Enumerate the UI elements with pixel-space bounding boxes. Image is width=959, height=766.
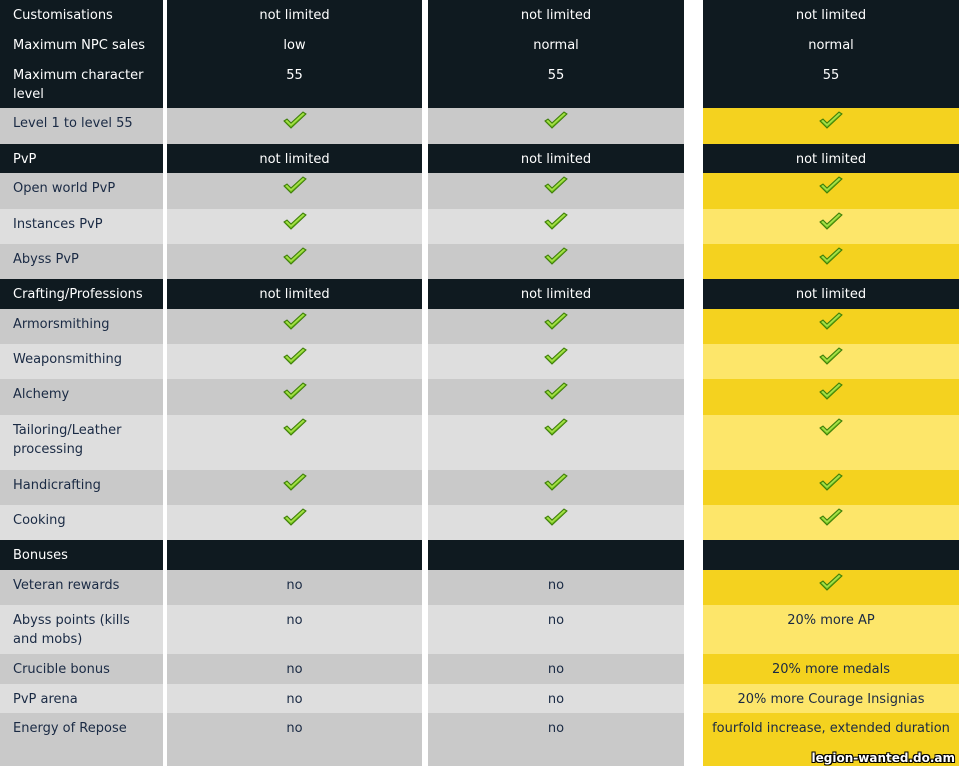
row-label: Armorsmithing [0, 309, 163, 344]
row-label: Instances PvP [0, 209, 163, 244]
checkmark-icon [282, 418, 308, 438]
row-value [167, 209, 422, 244]
row-value [703, 344, 959, 379]
checkmark-icon [282, 508, 308, 528]
row-value [428, 344, 684, 379]
row-value: 55 [703, 60, 959, 108]
checkmark-icon [543, 508, 569, 528]
row-label: Cooking [0, 505, 163, 540]
row-value: no [167, 713, 422, 766]
row-value [428, 309, 684, 344]
checkmark-icon [818, 573, 844, 593]
row-value [428, 173, 684, 209]
table-row [0, 309, 959, 344]
row-value: no [167, 605, 422, 654]
table-row [0, 173, 959, 209]
row-value: no [428, 605, 684, 654]
row-value [703, 244, 959, 279]
row-label: PvP arena [0, 684, 163, 713]
checkmark-icon [818, 247, 844, 267]
checkmark-icon [818, 473, 844, 493]
checkmark-icon [543, 347, 569, 367]
table-row [0, 540, 959, 570]
row-label: Crafting/Professions [0, 279, 163, 309]
row-value: no [428, 570, 684, 605]
row-label: Abyss points (kills and mobs) [0, 605, 163, 654]
row-value [167, 505, 422, 540]
row-value [703, 173, 959, 209]
row-value: no [428, 713, 684, 766]
checkmark-icon [282, 312, 308, 332]
row-label: PvP [0, 144, 163, 173]
checkmark-icon [282, 247, 308, 267]
table-row [0, 505, 959, 540]
row-value: no [428, 654, 684, 684]
row-value: normal [428, 30, 684, 60]
checkmark-icon [282, 111, 308, 131]
row-value [703, 570, 959, 605]
checkmark-icon [543, 247, 569, 267]
row-value: 55 [167, 60, 422, 108]
row-value: not limited [428, 144, 684, 173]
row-label: Bonuses [0, 540, 163, 570]
row-value [167, 470, 422, 505]
row-value: fourfold increase, extended duration [703, 713, 959, 766]
checkmark-icon [818, 111, 844, 131]
row-value: not limited [428, 279, 684, 309]
row-value: not limited [167, 279, 422, 309]
row-value [703, 415, 959, 470]
row-value: 55 [428, 60, 684, 108]
row-value: no [167, 654, 422, 684]
checkmark-icon [818, 508, 844, 528]
table-row [0, 244, 959, 279]
row-value [428, 244, 684, 279]
checkmark-icon [543, 382, 569, 402]
checkmark-icon [818, 347, 844, 367]
checkmark-icon [543, 418, 569, 438]
row-value: not limited [167, 144, 422, 173]
row-label: Maximum NPC sales [0, 30, 163, 60]
row-value: 20% more Courage Insignias [703, 684, 959, 713]
row-value: not limited [428, 0, 684, 30]
table-row [0, 415, 959, 470]
checkmark-icon [543, 212, 569, 232]
table-row [0, 30, 959, 60]
row-label: Handicrafting [0, 470, 163, 505]
row-value [703, 209, 959, 244]
table-row [0, 654, 959, 684]
row-value: not limited [167, 0, 422, 30]
checkmark-icon [818, 418, 844, 438]
row-label: Customisations [0, 0, 163, 30]
row-value [167, 173, 422, 209]
table-row [0, 570, 959, 605]
checkmark-icon [543, 473, 569, 493]
row-value [703, 309, 959, 344]
checkmark-icon [543, 312, 569, 332]
table-row [0, 108, 959, 144]
row-label: Crucible bonus [0, 654, 163, 684]
checkmark-icon [282, 382, 308, 402]
row-value [167, 379, 422, 415]
table-row [0, 605, 959, 654]
table-row [0, 279, 959, 309]
row-value: 20% more medals [703, 654, 959, 684]
row-value [703, 379, 959, 415]
row-label: Tailoring/Leather processing [0, 415, 163, 470]
row-value [703, 470, 959, 505]
checkmark-icon [282, 212, 308, 232]
row-value: no [167, 570, 422, 605]
row-value: 20% more AP [703, 605, 959, 654]
checkmark-icon [818, 176, 844, 196]
row-label: Veteran rewards [0, 570, 163, 605]
row-value [167, 540, 422, 570]
row-value: not limited [703, 0, 959, 30]
checkmark-icon [818, 382, 844, 402]
table-row [0, 344, 959, 379]
row-value [703, 108, 959, 144]
row-label: Level 1 to level 55 [0, 108, 163, 144]
row-value [428, 108, 684, 144]
row-value [428, 379, 684, 415]
row-value [167, 244, 422, 279]
row-value [167, 344, 422, 379]
row-value: no [428, 684, 684, 713]
row-label: Energy of Repose [0, 713, 163, 766]
checkmark-icon [543, 111, 569, 131]
checkmark-icon [282, 176, 308, 196]
row-label: Open world PvP [0, 173, 163, 209]
row-value: not limited [703, 144, 959, 173]
row-value [428, 505, 684, 540]
watermark: legion-wanted.do.am [811, 751, 955, 765]
row-value [167, 415, 422, 470]
row-value [428, 209, 684, 244]
row-value: normal [703, 30, 959, 60]
checkmark-icon [282, 473, 308, 493]
table-row [0, 470, 959, 505]
row-value [167, 309, 422, 344]
row-value [428, 540, 684, 570]
table-row [0, 0, 959, 30]
row-label: Abyss PvP [0, 244, 163, 279]
table-row [0, 209, 959, 244]
row-value: not limited [703, 279, 959, 309]
row-value [703, 505, 959, 540]
table-row [0, 60, 959, 108]
checkmark-icon [543, 176, 569, 196]
row-value [428, 470, 684, 505]
table-row [0, 144, 959, 173]
row-value [167, 108, 422, 144]
checkmark-icon [818, 212, 844, 232]
row-label: Alchemy [0, 379, 163, 415]
table-row [0, 684, 959, 713]
checkmark-icon [818, 312, 844, 332]
row-value: no [167, 684, 422, 713]
table-row [0, 379, 959, 415]
row-value [428, 415, 684, 470]
row-value [703, 540, 959, 570]
row-label: Maximum character level [0, 60, 163, 108]
row-value: low [167, 30, 422, 60]
checkmark-icon [282, 347, 308, 367]
row-label: Weaponsmithing [0, 344, 163, 379]
